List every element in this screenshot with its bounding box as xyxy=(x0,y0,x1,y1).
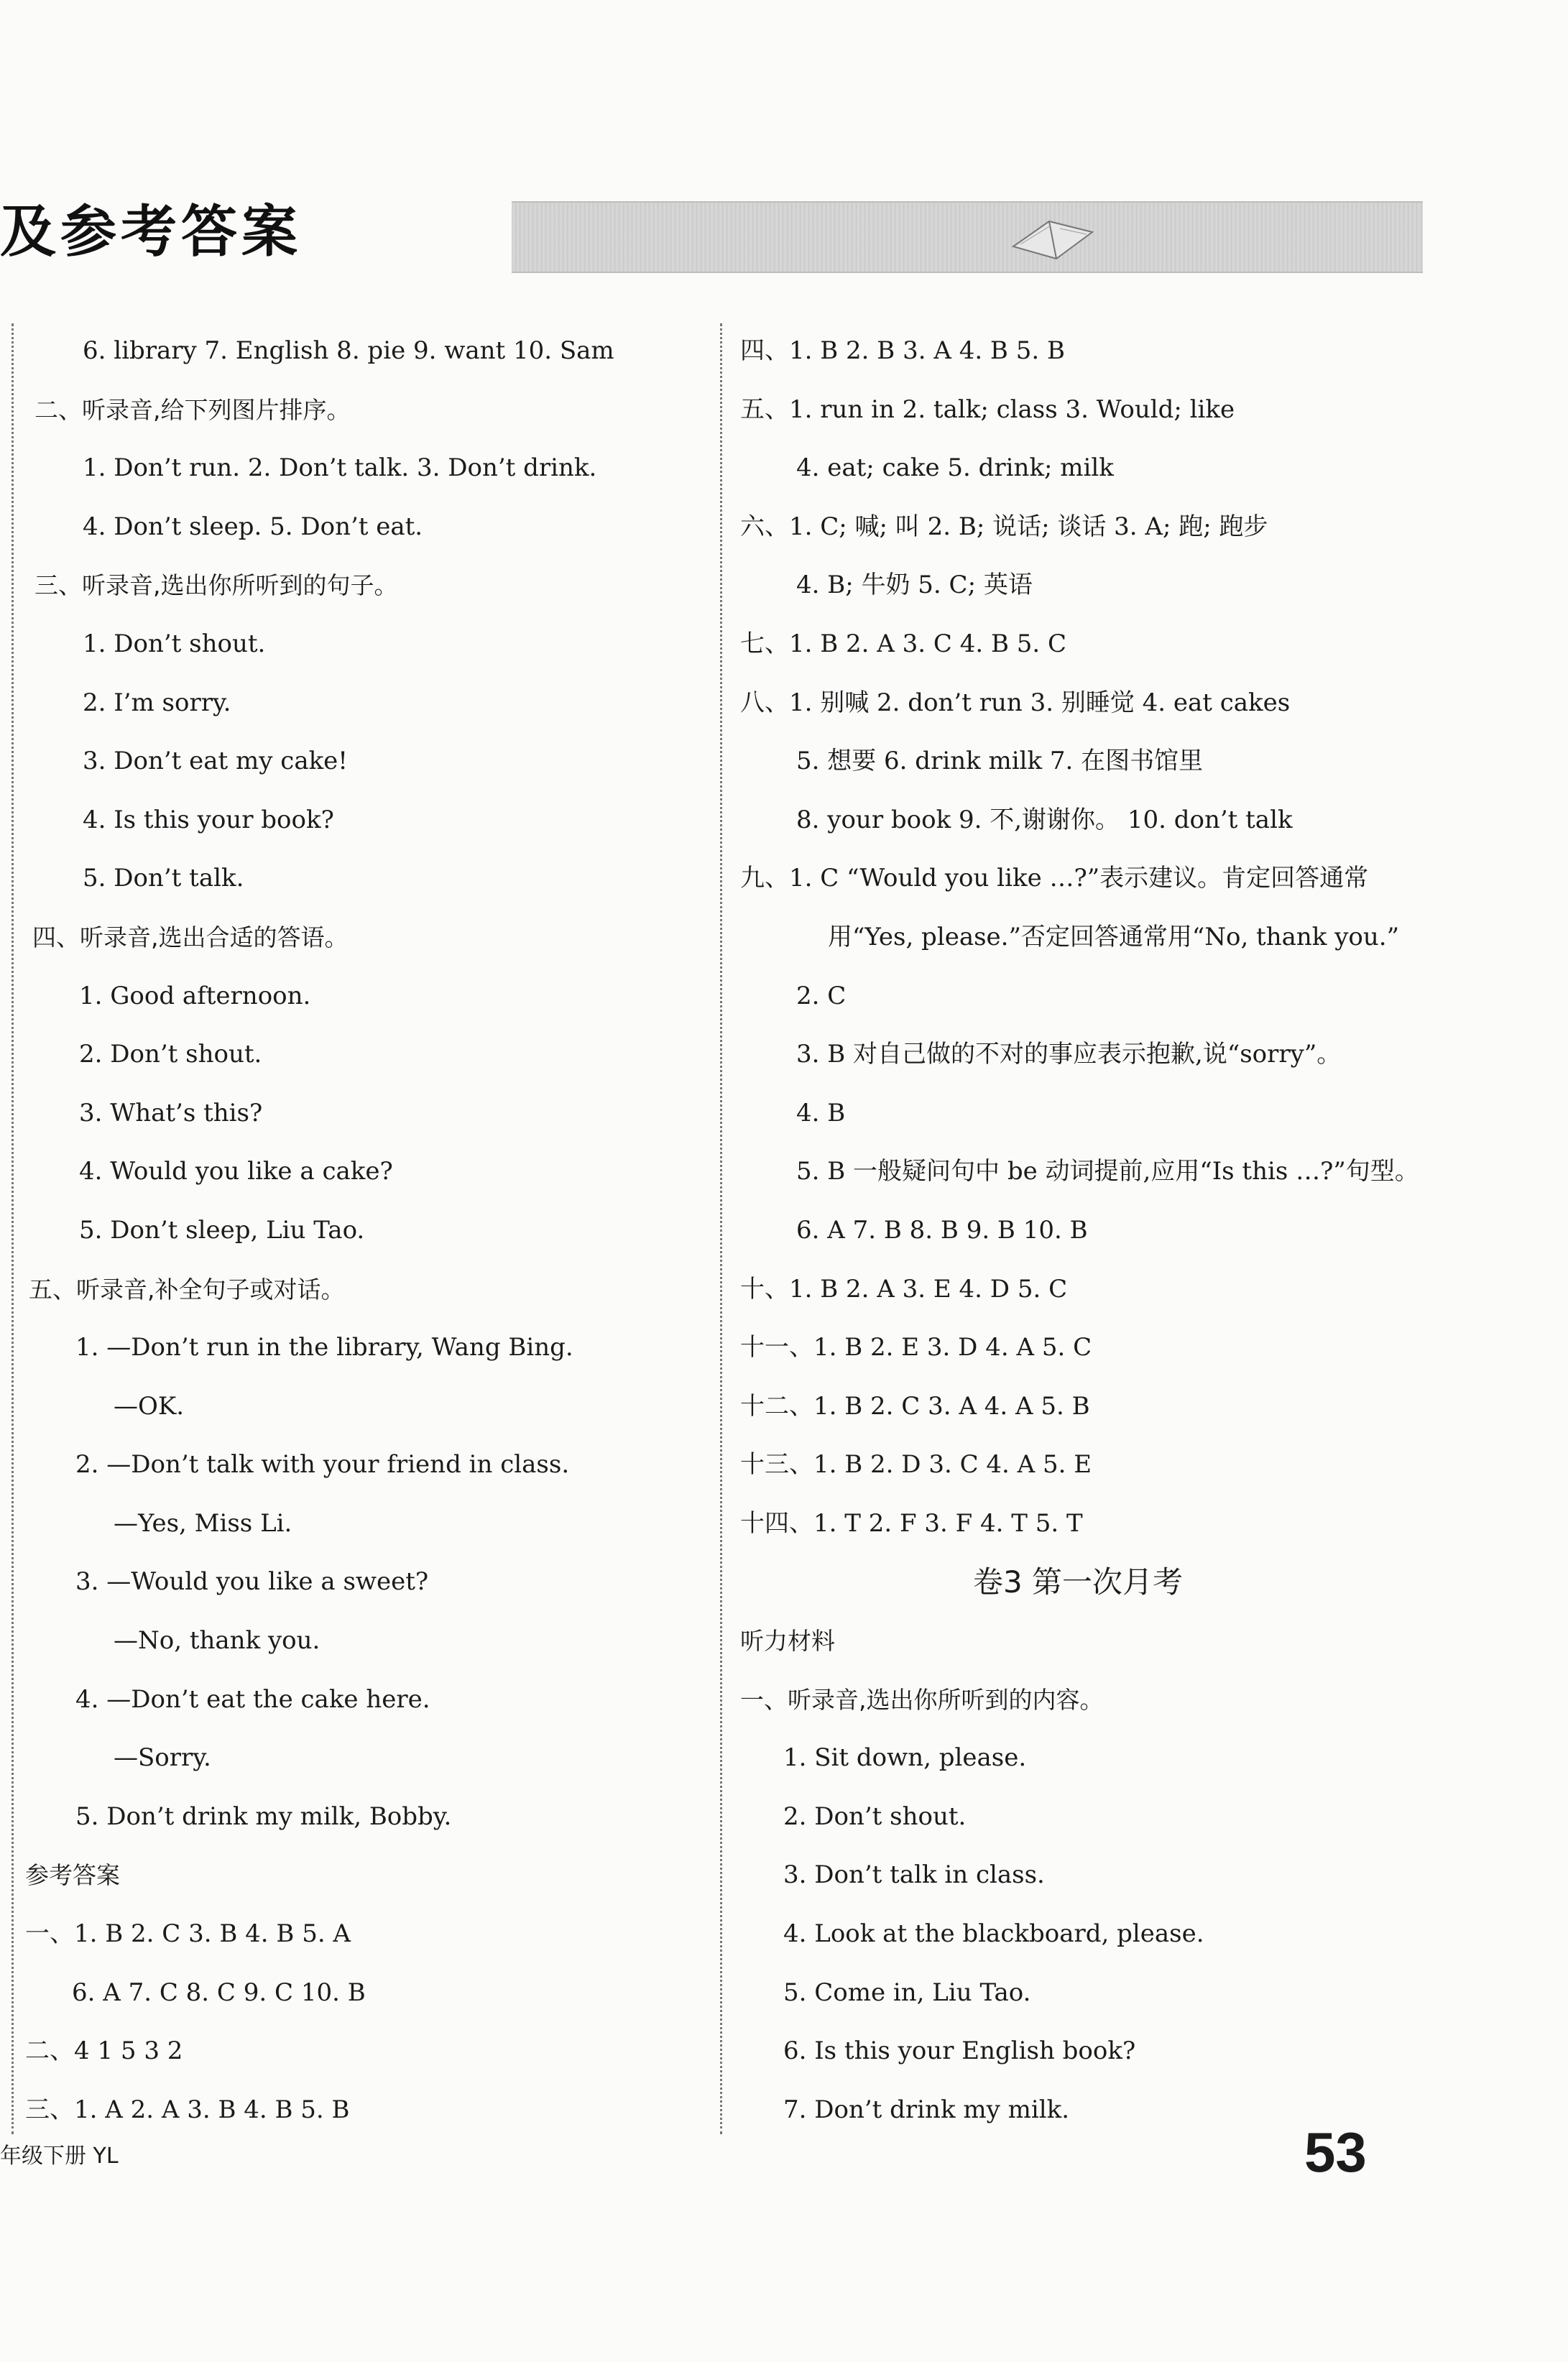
left-answer-line: 2. Don’t shout. xyxy=(79,1040,262,1069)
right-answer-line: 卷3 第一次月考 xyxy=(972,1564,1184,1600)
left-answer-line: 4. —Don’t eat the cake here. xyxy=(75,1684,430,1714)
right-answer-line: 十四、1. T 2. F 3. F 4. T 5. T xyxy=(740,1508,1083,1538)
left-answer-line: 4. Don’t sleep. 5. Don’t eat. xyxy=(83,512,423,541)
right-answer-line: 1. Sit down, please. xyxy=(783,1743,1027,1773)
book-decoration-icon xyxy=(1006,207,1099,264)
right-answer-line: 十二、1. B 2. C 3. A 4. A 5. B xyxy=(740,1391,1090,1421)
right-answer-line: 十一、1. B 2. E 3. D 4. A 5. C xyxy=(740,1333,1092,1362)
page-number: 53 xyxy=(1304,2121,1367,2184)
left-answer-line: 5. Don’t sleep, Liu Tao. xyxy=(79,1215,365,1245)
left-answer-line: 3. What’s this? xyxy=(79,1098,263,1127)
right-answer-line: 5. Come in, Liu Tao. xyxy=(783,1978,1031,2007)
left-answer-line: 5. Don’t drink my milk, Bobby. xyxy=(75,1802,452,1831)
left-column xyxy=(25,322,704,2139)
left-answer-line: 4. Would you like a cake? xyxy=(79,1157,393,1186)
left-answer-line: 6. A 7. C 8. C 9. C 10. B xyxy=(72,1978,366,2007)
left-answer-line: —No, thank you. xyxy=(114,1626,320,1656)
right-answer-line: 四、1. B 2. B 3. A 4. B 5. B xyxy=(740,336,1065,365)
right-answer-line: 一、听录音,选出你所听到的内容。 xyxy=(740,1685,1104,1714)
column-divider xyxy=(720,323,722,2134)
left-answer-line: 五、听录音,补全句子或对话。 xyxy=(29,1275,345,1304)
right-answer-line: 八、1. 别喊 2. don’t run 3. 别睡觉 4. eat cakes xyxy=(740,688,1291,717)
right-answer-line: 4. B; 牛奶 5. C; 英语 xyxy=(796,571,1033,600)
left-answer-line: 三、1. A 2. A 3. B 4. B 5. B xyxy=(25,2095,350,2124)
left-answer-line: 二、4 1 5 3 2 xyxy=(25,2036,183,2066)
left-divider xyxy=(11,323,14,2134)
left-answer-line: 6. library 7. English 8. pie 9. want 10. Sam xyxy=(83,336,614,365)
left-answer-line: —Yes, Miss Li. xyxy=(114,1508,292,1538)
left-answer-line: 参考答案 xyxy=(25,1861,120,1890)
right-answer-line: 九、1. C “Would you like …?”表示建议。肯定回答通常 xyxy=(740,864,1369,893)
right-answer-line: 十、1. B 2. A 3. E 4. D 5. C xyxy=(740,1274,1068,1304)
right-answer-line: 六、1. C; 喊; 叫 2. B; 说话; 谈话 3. A; 跑; 跑步 xyxy=(740,512,1268,541)
left-answer-line: 1. —Don’t run in the library, Wang Bing. xyxy=(75,1333,573,1362)
left-answer-line: 1. Don’t run. 2. Don’t talk. 3. Don’t drink. xyxy=(83,453,597,483)
left-answer-line: 2. —Don’t talk with your friend in class. xyxy=(75,1450,570,1480)
right-answer-line: 4. B xyxy=(796,1098,846,1127)
left-answer-line: 2. I’m sorry. xyxy=(83,688,231,717)
right-answer-line: 5. B 一般疑问句中 be 动词提前,应用“Is this …?”句型。 xyxy=(796,1157,1419,1186)
left-answer-line: 三、听录音,选出你所听到的句子。 xyxy=(34,571,398,600)
right-answer-line: 用“Yes, please.”否定回答通常用“No, thank you.” xyxy=(828,922,1399,951)
left-answer-line: 一、1. B 2. C 3. B 4. B 5. A xyxy=(25,1919,351,1949)
right-answer-line: 6. A 7. B 8. B 9. B 10. B xyxy=(796,1215,1088,1245)
right-answer-line: 听力材料 xyxy=(740,1627,835,1656)
right-column xyxy=(740,322,1459,2139)
footer-grade-label: 年级下册 YL xyxy=(0,2144,119,2169)
left-answer-line: 3. Don’t eat my cake! xyxy=(83,747,348,776)
left-answer-line: 1. Good afternoon. xyxy=(79,981,311,1010)
right-answer-line: 3. B 对自己做的不对的事应表示抱歉,说“sorry”。 xyxy=(796,1040,1342,1069)
left-answer-line: 1. Don’t shout. xyxy=(83,629,266,658)
left-answer-line: 4. Is this your book? xyxy=(83,805,334,834)
right-answer-line: 4. Look at the blackboard, please. xyxy=(783,1919,1204,1949)
left-answer-line: —Sorry. xyxy=(114,1743,211,1773)
right-answer-line: 五、1. run in 2. talk; class 3. Would; like xyxy=(740,395,1235,424)
right-answer-line: 5. 想要 6. drink milk 7. 在图书馆里 xyxy=(796,747,1204,776)
left-answer-line: —OK. xyxy=(114,1391,185,1421)
right-answer-line: 6. Is this your English book? xyxy=(783,2036,1136,2066)
right-answer-line: 8. your book 9. 不,谢谢你。 10. don’t talk xyxy=(796,805,1293,834)
left-answer-line: 四、听录音,选出合适的答语。 xyxy=(32,923,349,951)
right-answer-line: 7. Don’t drink my milk. xyxy=(783,2095,1070,2124)
right-answer-line: 4. eat; cake 5. drink; milk xyxy=(796,453,1114,483)
right-answer-line: 十三、1. B 2. D 3. C 4. A 5. E xyxy=(740,1450,1092,1480)
right-answer-line: 七、1. B 2. A 3. C 4. B 5. C xyxy=(740,629,1067,658)
right-answer-line: 2. C xyxy=(796,981,847,1010)
left-answer-line: 3. —Would you like a sweet? xyxy=(75,1567,429,1597)
header-band xyxy=(512,201,1423,273)
left-answer-line: 二、听录音,给下列图片排序。 xyxy=(34,395,351,424)
page-title: 及参考答案 xyxy=(0,199,303,264)
left-answer-line: 5. Don’t talk. xyxy=(83,864,244,893)
right-answer-line: 2. Don’t shout. xyxy=(783,1802,967,1831)
right-answer-line: 3. Don’t talk in class. xyxy=(783,1860,1045,1890)
